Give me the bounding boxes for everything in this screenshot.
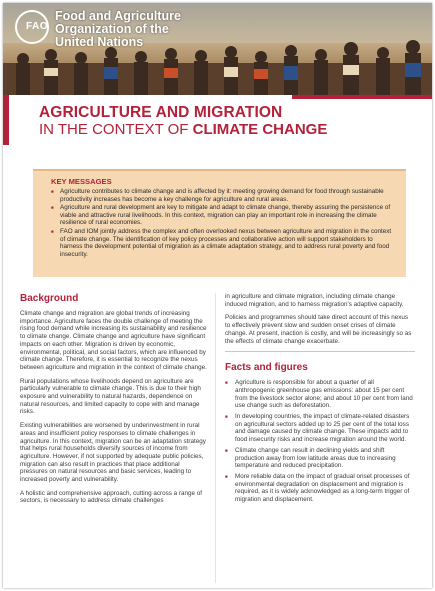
document-page: [3, 3, 432, 588]
policy-paragraph: Policies and programmes should take direct account of this nexus to effectively prevent slow and sudden onset crises of climate change. At present, inaction is costly, and will be increasingly so as the effects of climate change exacerbate.: [225, 314, 412, 345]
fact-item: ■ More reliable data on the impact of gradual onset processes of environmental degradation on displacement and migration is required, as it is widely acknowledged as a long-term trigger of migration and displacement.: [225, 473, 415, 504]
background-paragraph: Rural populations whose livelihoods depend on agriculture are particularly vulnerable to climate change. This is due to their high exposure and vulnerability to natural hazards, dependence on natural resources, and limited capacity to cope with and manage risks.: [20, 377, 201, 416]
fact-item: ■ Agriculture is responsible for about a quarter of all anthropogenic greenhouse gas emissions: about 15 per cent from the livestock sector alone; and about 10 per cent from land use change such as deforestation.: [225, 379, 415, 410]
background-paragraph: Climate change and migration are global trends of increasing importance. Agriculture faces the double challenge of meeting the rising food demand while increasing its sustainability and resilience to climate change. Climate change and agriculture have significant impacts on each other. Migration is driven by economic, environmental, political, and social factors, which are influenced by climate change. Therefore, it is essential to recognize the nexus between agriculture and migration in the context of climate change.: [20, 310, 207, 371]
key-message-item: ■ FAO and IOM jointly address the complex and often overlooked nexus between agriculture and migration in the context of climate change. The identification of key policy processes and collaborative action will support stakeholders to harness the development potential of migration as a climate adaptation strategy, and to address rural poverty and food insecurity.: [51, 228, 396, 258]
continued-paragraph: in agriculture and climate migration, including climate change induced migration, and to harness migration's adaptive capacity.: [225, 293, 404, 308]
fact-item: ■ In developing countries, the impact of climate-related disasters on agricultural sectors added up to 25 per cent of the total loss and damage caused by climate change. These impacts add to food insecurity risks and increase migration around the world.: [225, 413, 415, 444]
hero-photo: [3, 3, 432, 95]
key-messages-list: [51, 188, 396, 258]
background-paragraph: A holistic and comprehensive approach, cutting across a range of sectors, is necessary to address climate challenges: [20, 489, 203, 505]
fao-header: [15, 10, 181, 49]
facts-heading: Facts and figures: [225, 362, 308, 374]
background-column: [20, 293, 207, 511]
background-heading: Background: [20, 293, 79, 304]
fao-logo: [15, 10, 49, 44]
title-line-1: AGRICULTURE AND MIGRATION: [39, 104, 283, 121]
fao-logo-text: FAO: [26, 21, 49, 32]
key-messages-heading: KEY MESSAGES: [51, 177, 112, 186]
key-message-item: ■ Agriculture and rural development are key to mitigate and adapt to climate change, thereby assuring the persistence of viable and attractive rural livelihoods. In this context, migration can play an important role in increasing the climate resilience of rural economies.: [51, 204, 396, 227]
title-line-2: IN THE CONTEXT OF CLIMATE CHANGE: [39, 121, 328, 138]
title-band: [3, 95, 432, 145]
key-messages-box: [33, 169, 406, 277]
facts-list: [225, 379, 415, 504]
fact-item: ■ Climate change can result in declining yields and shift production away from low latitude areas due to increasing temperature and reduced precipitation.: [225, 447, 415, 470]
right-column: [225, 293, 415, 507]
background-paragraph: Existing vulnerabilities are worsened by underinvestment in rural areas and insufficient policy responses to climate challenges in agriculture. In this context, migration can be an adaptation strategy that helps rural households diversify sources of income from agriculture. However, if not supported by adequate public policies, migration can also result in practices that place additional pressures on natural resources and basic services, leading to increased poverty and vulnerability.: [20, 422, 206, 484]
key-message-item: ■ Agriculture contributes to climate change and is affected by it: meeting growing demand for food through sustainable productivity increases has become a key challenge for agriculture and rural areas.: [51, 188, 396, 203]
organization-name: Food and Agriculture Organization of the United Nations: [55, 9, 181, 49]
